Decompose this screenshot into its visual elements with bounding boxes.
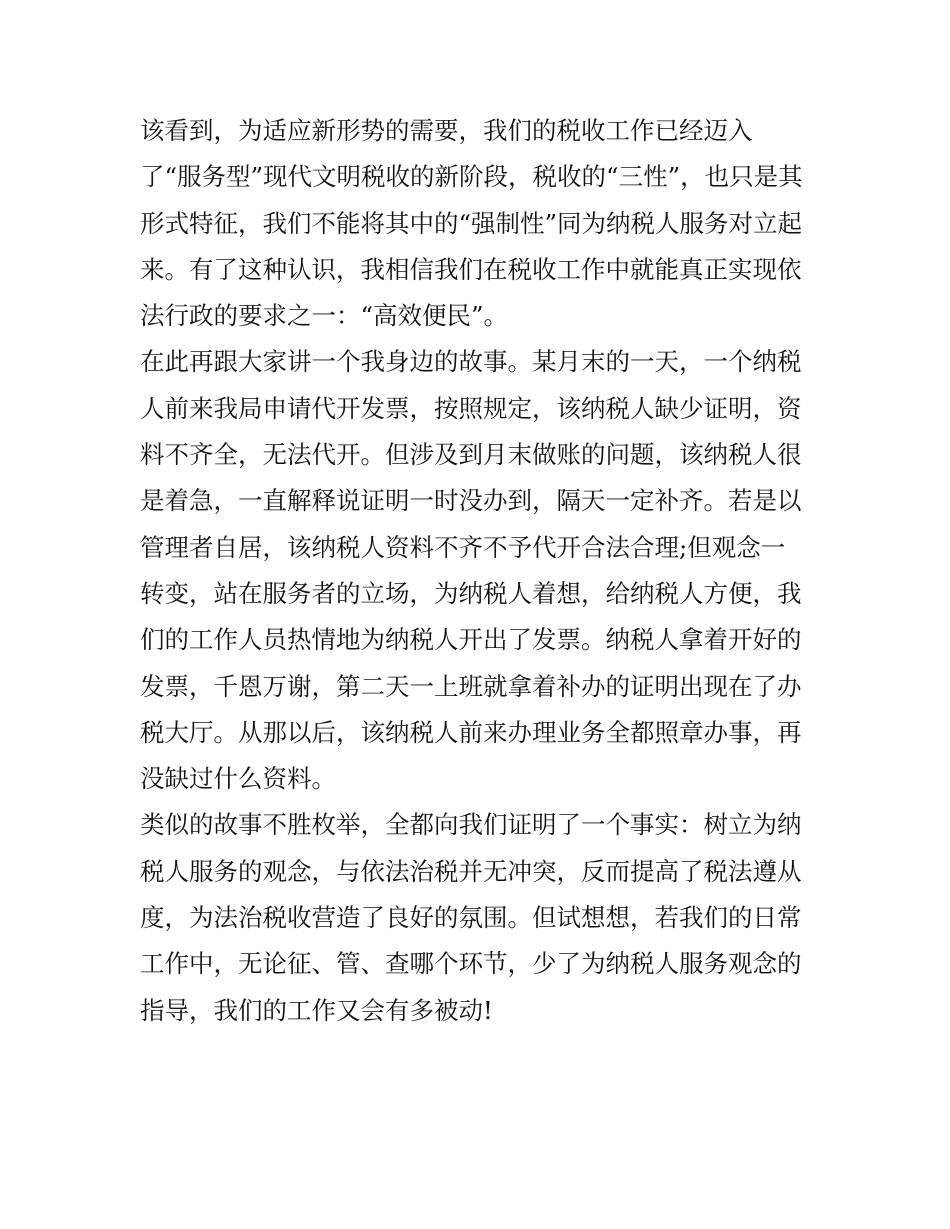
text-line: 形式特征，我们不能将其中的“强制性”同为纳税人服务对立起 bbox=[140, 208, 803, 238]
text-line: 人前来我局申请代开发票，按照规定，该纳税人缺少证明，资 bbox=[140, 393, 802, 423]
text-line: 管理者自居，该纳税人资料不齐不予代开合法合理;但观念一 bbox=[140, 532, 786, 562]
text-line: 税人服务的观念，与依法治税并无冲突，反而提高了税法遵从 bbox=[140, 856, 802, 886]
text-line: 没缺过什么资料。 bbox=[140, 764, 336, 794]
text-line: 指导，我们的工作又会有多被动! bbox=[140, 995, 493, 1025]
text-line: 度，为法治税收营造了良好的氛围。但试想想，若我们的日常 bbox=[140, 903, 802, 933]
text-line: 工作中，无论征、管、查哪个环节，少了为纳税人服务观念的 bbox=[140, 949, 802, 979]
text-line: 转变，站在服务者的立场，为纳税人着想，给纳税人方便，我 bbox=[140, 578, 802, 608]
text-line: 了“服务型”现代文明税收的新阶段，税收的“三性”，也只是其 bbox=[140, 162, 803, 192]
text-line: 是着急，一直解释说证明一时没办到，隔天一定补齐。若是以 bbox=[140, 486, 802, 516]
text-line: 们的工作人员热情地为纳税人开出了发票。纳税人拿着开好的 bbox=[140, 625, 802, 655]
text-line: 法行政的要求之一：“高效便民”。 bbox=[140, 301, 509, 331]
text-line: 来。有了这种认识，我相信我们在税收工作中就能真正实现依 bbox=[140, 254, 802, 284]
text-line: 料不齐全，无法代开。但涉及到月末做账的问题，该纳税人很 bbox=[140, 440, 802, 470]
text-line: 类似的故事不胜枚举，全都向我们证明了一个事实：树立为纳 bbox=[140, 810, 802, 840]
text-line: 税大厅。从那以后，该纳税人前来办理业务全都照章办事，再 bbox=[140, 717, 802, 747]
text-line: 发票，千恩万谢，第二天一上班就拿着补办的证明出现在了办 bbox=[140, 671, 802, 701]
document-body bbox=[140, 108, 820, 1034]
text-line: 该看到，为适应新形势的需要，我们的税收工作已经迈入 bbox=[140, 116, 753, 145]
text-line: 在此再跟大家讲一个我身边的故事。某月末的一天，一个纳税 bbox=[140, 347, 802, 377]
